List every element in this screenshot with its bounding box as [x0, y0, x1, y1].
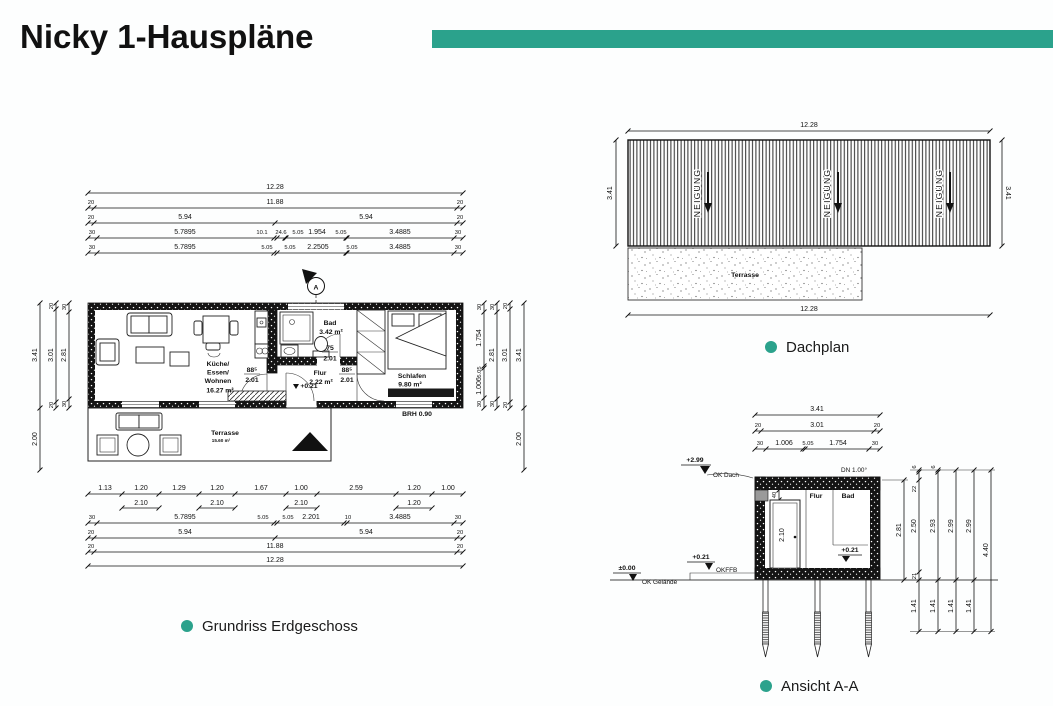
svg-text:30: 30 — [490, 400, 496, 408]
dim-label: 5.7895 — [174, 244, 196, 251]
dim-label: 1.954 — [308, 229, 326, 236]
svg-text:5.94: 5.94 — [178, 529, 192, 536]
dim-label: 30 — [454, 245, 462, 251]
svg-text:5.05: 5.05 — [282, 515, 294, 521]
svg-text:20: 20 — [87, 544, 95, 550]
roof-slope-label: DN 1.00° — [841, 467, 867, 474]
svg-text:30: 30 — [756, 441, 764, 447]
section-door — [770, 500, 800, 568]
svg-text:2.10: 2.10 — [779, 528, 786, 542]
svg-text:30: 30 — [477, 303, 483, 311]
svg-text:OK Gelände: OK Gelände — [642, 579, 678, 586]
dim-label: 30 — [88, 230, 96, 236]
svg-text:30: 30 — [477, 400, 483, 408]
room-label-schlafen: Schlafen — [397, 373, 427, 380]
svg-text:12.28: 12.28 — [266, 557, 284, 564]
caption-grundriss — [181, 618, 358, 635]
bed — [388, 311, 446, 369]
svg-text:20: 20 — [456, 530, 464, 536]
dim-label: 5.05 — [335, 230, 347, 236]
svg-text:3.41: 3.41 — [32, 348, 39, 362]
dim-label: 5.94 — [359, 214, 373, 221]
terrace — [88, 408, 331, 461]
svg-text:2.99: 2.99 — [966, 519, 973, 533]
svg-text:1.754: 1.754 — [829, 440, 847, 447]
interior-wall — [267, 310, 277, 373]
dim-label: 30 — [454, 230, 462, 236]
svg-text:12.28: 12.28 — [800, 122, 818, 129]
svg-text:2.81: 2.81 — [896, 523, 903, 537]
kitchen-block — [255, 311, 268, 358]
svg-text:3.42 m²: 3.42 m² — [319, 329, 343, 336]
svg-text:20: 20 — [456, 544, 464, 550]
svg-text:16.27 m²: 16.27 m² — [206, 387, 234, 395]
roof-terrace-label: Terrasse — [731, 272, 759, 279]
page-title: Nicky 1-Hauspläne — [20, 18, 314, 55]
svg-text:40: 40 — [772, 491, 778, 499]
dim-label: 5.05 — [284, 245, 296, 251]
svg-text:1.00: 1.00 — [294, 485, 308, 492]
washbasin — [281, 345, 298, 357]
svg-text:4.40: 4.40 — [983, 543, 990, 557]
svg-text:2.01: 2.01 — [323, 355, 337, 363]
svg-text:2.22 m²: 2.22 m² — [309, 379, 333, 386]
dim-label: 3.4885 — [389, 244, 411, 251]
svg-text:2.93: 2.93 — [930, 519, 937, 533]
svg-text:5.7895: 5.7895 — [174, 514, 196, 521]
svg-text:75: 75 — [326, 345, 334, 352]
svg-text:NEIGUNG: NEIGUNG — [934, 168, 944, 218]
dim-label: 5.94 — [178, 214, 192, 221]
caption-ansicht-label: Ansicht A-A — [781, 678, 859, 695]
section-marker-letter: A — [313, 284, 319, 292]
grundriss-left-dims — [32, 301, 72, 473]
sideboard — [228, 391, 286, 401]
svg-text:2.50: 2.50 — [911, 519, 918, 533]
svg-text:21: 21 — [912, 572, 918, 580]
wardrobe — [357, 310, 385, 374]
window-width-dims — [120, 500, 435, 511]
grundriss-bottom-dims — [86, 485, 466, 569]
bullet-icon — [181, 620, 193, 632]
caption-dachplan-label: Dachplan — [786, 339, 850, 356]
dim-label: 5.05 — [292, 230, 304, 236]
bullet-icon — [765, 341, 777, 353]
coffee-table — [136, 347, 164, 363]
shower — [280, 312, 313, 344]
svg-text:15.60 m²: 15.60 m² — [211, 438, 231, 443]
grundriss-top-dims — [86, 184, 466, 256]
dim-label: 10.1 — [256, 230, 268, 236]
svg-text:20: 20 — [49, 302, 55, 310]
section-room-bad: Bad — [841, 493, 855, 500]
svg-text:3.01: 3.01 — [502, 348, 509, 362]
svg-text:3.41: 3.41 — [607, 186, 614, 200]
svg-text:3.41: 3.41 — [810, 406, 824, 413]
svg-text:9.80 m²: 9.80 m² — [398, 381, 422, 389]
svg-text:2.10: 2.10 — [294, 500, 308, 507]
sofa — [127, 313, 172, 336]
level-okffb — [687, 554, 737, 574]
svg-text:22: 22 — [912, 485, 918, 493]
svg-text:1.20: 1.20 — [210, 485, 224, 492]
svg-text:2.00: 2.00 — [32, 432, 39, 446]
svg-text:2.99: 2.99 — [948, 519, 955, 533]
header-accent-bar — [432, 30, 1053, 48]
svg-text:1.754: 1.754 — [476, 329, 483, 347]
screw-piles — [763, 580, 872, 657]
svg-text:2.01: 2.01 — [340, 377, 354, 384]
svg-text:1.41: 1.41 — [966, 599, 973, 613]
dim-label: 20 — [456, 215, 464, 221]
svg-text:5.94: 5.94 — [359, 529, 373, 536]
room-label-wohnen: Küche/ — [206, 361, 230, 368]
svg-text:2.201: 2.201 — [302, 514, 320, 521]
svg-text:11.88: 11.88 — [266, 543, 284, 550]
svg-text:NEIGUNG: NEIGUNG — [822, 168, 832, 218]
svg-text:30: 30 — [490, 303, 496, 311]
svg-text:1.00: 1.00 — [441, 485, 455, 492]
svg-text:2.81: 2.81 — [489, 348, 496, 362]
svg-text:20: 20 — [503, 302, 509, 310]
svg-text:20: 20 — [49, 401, 55, 409]
svg-text:2.10: 2.10 — [134, 500, 148, 507]
dim-label: 20 — [87, 215, 95, 221]
dim-label: 24.6 — [275, 230, 287, 236]
svg-text:3.41: 3.41 — [1004, 186, 1011, 200]
svg-text:NEIGUNG: NEIGUNG — [692, 168, 702, 218]
svg-text:+0.21: +0.21 — [300, 383, 318, 390]
svg-text:20: 20 — [87, 530, 95, 536]
svg-text:2.81: 2.81 — [61, 348, 68, 362]
svg-text:+0.21: +0.21 — [841, 547, 859, 554]
svg-text:5.05: 5.05 — [802, 441, 814, 447]
svg-text:1.20: 1.20 — [407, 500, 421, 507]
svg-text:88⁵: 88⁵ — [341, 367, 353, 374]
armchair — [96, 339, 119, 365]
svg-text:20: 20 — [873, 423, 881, 429]
svg-text:2.00: 2.00 — [516, 432, 523, 446]
room-label-flur: Flur — [313, 370, 327, 377]
svg-text:6: 6 — [931, 465, 937, 469]
caption-grundriss-label: Grundriss Erdgeschoss — [202, 618, 358, 635]
svg-text:1.13: 1.13 — [98, 485, 112, 492]
section-marker-a-top — [302, 269, 325, 303]
svg-text:1.20: 1.20 — [407, 485, 421, 492]
svg-text:1.41: 1.41 — [930, 599, 937, 613]
dim-label: 3.4885 — [389, 229, 411, 236]
grundriss-plan — [88, 303, 463, 461]
dim-label: 12.28 — [266, 184, 284, 191]
svg-text:30: 30 — [88, 515, 96, 521]
svg-text:1.67: 1.67 — [254, 485, 268, 492]
ansicht — [610, 406, 998, 695]
dachplan — [607, 122, 1011, 356]
svg-text:5.05: 5.05 — [257, 515, 269, 521]
svg-text:3.41: 3.41 — [516, 348, 523, 362]
svg-text:10: 10 — [344, 515, 352, 521]
level-gelaende — [613, 565, 678, 586]
svg-text:1.41: 1.41 — [948, 599, 955, 613]
ansicht-right-dims — [882, 465, 995, 634]
svg-text:1.20: 1.20 — [134, 485, 148, 492]
svg-text:OKFFB: OKFFB — [716, 567, 738, 574]
dim-label: 20 — [87, 200, 95, 206]
svg-text:30: 30 — [454, 515, 462, 521]
svg-text:3.4885: 3.4885 — [389, 514, 411, 521]
svg-text:1.41: 1.41 — [911, 599, 918, 613]
dim-label: 20 — [456, 200, 464, 206]
svg-text:5.05: 5.05 — [477, 366, 483, 378]
dim-label: 5.05 — [346, 245, 358, 251]
svg-text:2.01: 2.01 — [245, 377, 259, 384]
dim-label: 11.88 — [266, 199, 284, 206]
svg-text:±0.00: ±0.00 — [618, 565, 636, 572]
svg-text:3.01: 3.01 — [48, 348, 55, 362]
svg-text:3.01: 3.01 — [810, 422, 824, 429]
svg-text:Essen/: Essen/ — [207, 369, 229, 377]
svg-text:1.006: 1.006 — [775, 440, 793, 447]
section-room-flur: Flur — [809, 493, 823, 500]
svg-text:6: 6 — [912, 465, 918, 469]
svg-text:+0.21: +0.21 — [692, 554, 710, 561]
svg-text:OK Dach: OK Dach — [713, 472, 739, 479]
svg-text:20: 20 — [503, 401, 509, 409]
svg-text:88⁵: 88⁵ — [246, 367, 258, 374]
svg-text:30: 30 — [62, 303, 68, 311]
svg-text:12.28: 12.28 — [800, 306, 818, 313]
svg-text:30: 30 — [62, 400, 68, 408]
dim-label: 5.7895 — [174, 229, 196, 236]
room-label-bad: Bad — [323, 320, 337, 327]
svg-text:Wohnen: Wohnen — [204, 378, 232, 385]
room-label-terrasse: Terrasse — [211, 430, 239, 437]
dim-label: 2.2505 — [307, 244, 329, 251]
dim-label: 5.05 — [261, 245, 273, 251]
svg-text:2.59: 2.59 — [349, 485, 363, 492]
header — [20, 18, 1053, 55]
svg-text:BRH 0.90: BRH 0.90 — [402, 411, 432, 418]
svg-text:30: 30 — [871, 441, 879, 447]
svg-text:2.10: 2.10 — [210, 500, 224, 507]
svg-text:+2.99: +2.99 — [686, 457, 704, 464]
side-table — [170, 352, 189, 366]
dim-label: 30 — [88, 245, 96, 251]
level-ok-dach — [681, 457, 753, 479]
section-building — [755, 477, 880, 580]
svg-text:20: 20 — [754, 423, 762, 429]
svg-text:1.006: 1.006 — [476, 377, 483, 395]
grundriss-right-dims — [476, 301, 527, 473]
radiator — [388, 389, 454, 398]
svg-text:1.29: 1.29 — [172, 485, 186, 492]
bullet-icon — [760, 680, 772, 692]
